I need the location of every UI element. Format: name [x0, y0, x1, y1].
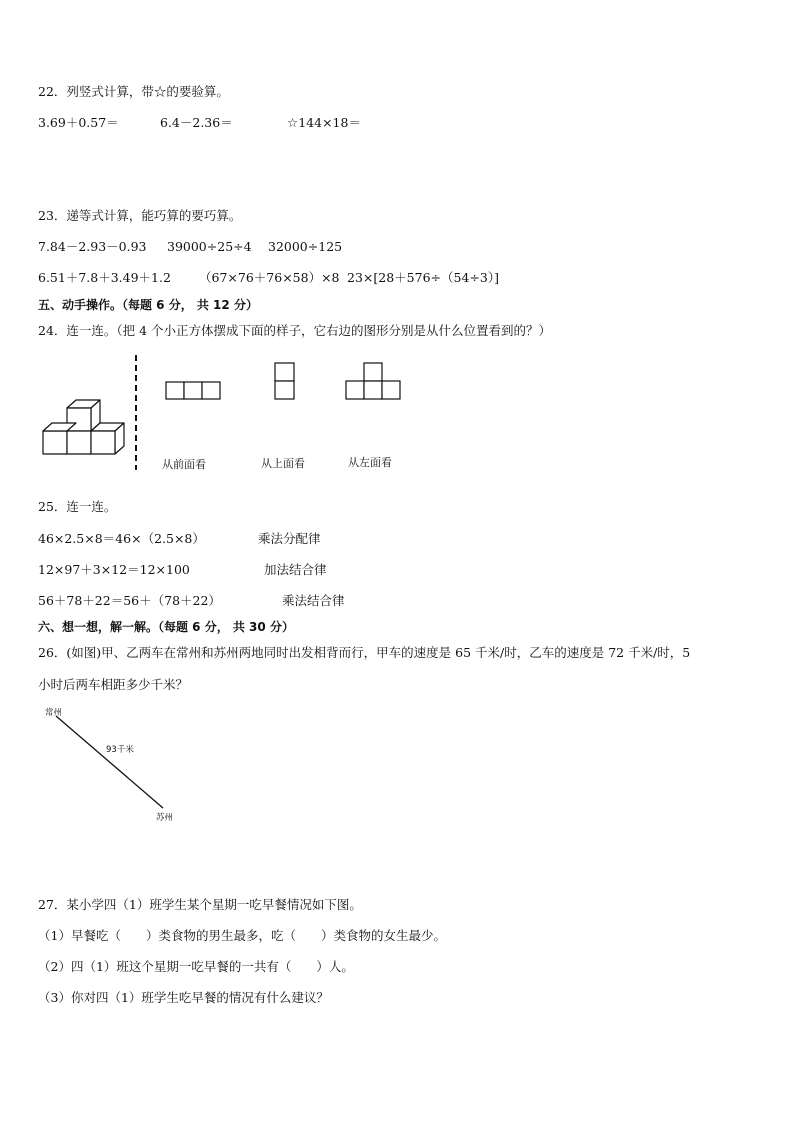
route-map-figure [40, 705, 190, 825]
map-city-suzhou: 苏州 [156, 813, 174, 823]
q23-row1-item-3: 32000÷125 [268, 239, 343, 254]
q25-title: 25．连一连。 [38, 499, 117, 514]
q22-item-2: 6.4－2.36＝ [160, 115, 233, 130]
q22-item-3: ☆144×18＝ [287, 115, 361, 130]
q23-row2-item-2: （67×76＋76×58）×8 [199, 270, 340, 285]
q27-sub-2: （2）四（1）班这个星期一吃早餐的一共有（ ）人。 [38, 959, 354, 974]
q25-law-1: 乘法分配律 [258, 531, 321, 546]
cube-stack-figure [40, 395, 130, 465]
q22-title: 22．列竖式计算，带☆的要验算。 [38, 84, 229, 99]
q23-row1-item-2: 39000÷25÷4 [167, 239, 252, 254]
view-label-left: 从左面看 [348, 456, 392, 469]
q22-item-1: 3.69＋0.57＝ [38, 115, 119, 130]
q25-law-3: 乘法结合律 [282, 593, 345, 608]
q23-row2-item-3: 23×[28＋576÷（54÷3）] [347, 270, 499, 285]
view-figure-b [273, 362, 297, 402]
map-city-changzhou: 常州 [45, 708, 63, 718]
q26-text-line-1: 26．(如图)甲、乙两车在常州和苏州两地同时出发相背而行，甲车的速度是 65 千米/时，乙车的速度是 72 千米/时，5 [38, 645, 691, 660]
q25-law-2: 加法结合律 [264, 562, 327, 577]
q27-title: 27．某小学四（1）班学生某个星期一吃早餐情况如下图。 [38, 897, 362, 912]
q25-equation-3: 56＋78＋22＝56＋（78＋22） [38, 593, 221, 608]
q23-row2-item-1: 6.51＋7.8＋3.49＋1.2 [38, 270, 171, 285]
q25-equation-2: 12×97＋3×12＝12×100 [38, 562, 190, 577]
q25-equation-1: 46×2.5×8＝46×（2.5×8） [38, 531, 205, 546]
map-distance-label: 93千米 [106, 745, 134, 755]
view-figure-c [345, 362, 405, 402]
q27-sub-1: （1）早餐吃（ ）类食物的男生最多，吃（ ）类食物的女生最少。 [38, 928, 446, 943]
view-label-front: 从前面看 [162, 458, 206, 471]
q23-row1-item-1: 7.84－2.93－0.93 [38, 239, 147, 254]
q23-title: 23．递等式计算，能巧算的要巧算。 [38, 208, 242, 223]
q24-title: 24．连一连。（把 4 个小正方体摆成下面的样子，它右边的图形分别是从什么位置看到的？） [38, 323, 552, 338]
q27-sub-3: （3）你对四（1）班学生吃早餐的情况有什么建议？ [38, 990, 329, 1005]
divider-dashed-line [132, 355, 140, 470]
view-figure-a [165, 381, 223, 401]
view-label-top: 从上面看 [261, 457, 305, 470]
q26-text-line-2: 小时后两车相距多少千米？ [38, 677, 189, 692]
section-5-heading: 五、动手操作。（每题 6 分， 共 12 分） [38, 298, 258, 312]
section-6-heading: 六、想一想，解一解。（每题 6 分， 共 30 分） [38, 620, 294, 634]
